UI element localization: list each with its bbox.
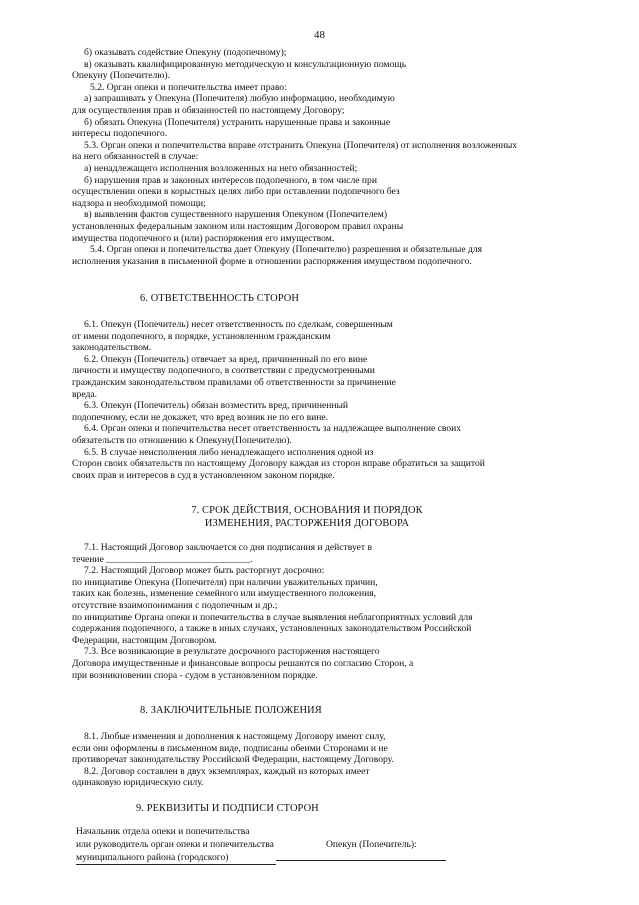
section-7-line: по инициативе Органа опеки и попечительства в случае выявления неблагоприятных условий для <box>72 611 473 623</box>
section-6-line: Сторон своих обязательств по настоящему Договору каждая из сторон вправе обратиться за защитой <box>72 458 485 470</box>
section-6-line: подопечному, если не докажет, что вред возник не по его вине. <box>72 411 329 423</box>
section-5-line: б) оказывать содействие Опекуну (подопечному); <box>84 47 287 58</box>
section-6-line: 6.4. Орган опеки и попечительства несет ответственность за надлежащее выполнение своих <box>84 423 462 435</box>
section-5-line: 5.3. Орган опеки и попечительства вправе отстранить Опекуна (Попечителя) от исполнения возложенных <box>84 139 518 151</box>
section-7-heading-wrap <box>72 505 542 530</box>
page-number: 48 <box>314 29 325 41</box>
section-5-line: исполнения указания в письменной форме в отношении распоряжения имуществом подопечного. <box>72 255 472 267</box>
section-6-line: гражданским законодательством правилами об ответственности за причинение <box>72 376 396 388</box>
section-6-line: обязательств по отношению к Опекуну(Попечителю). <box>72 434 292 446</box>
section-8-heading: 8. ЗАКЛЮЧИТЕЛЬНЫЕ ПОЛОЖЕНИЯ <box>140 705 322 716</box>
section-5-line: а) ненадлежащего исполнения возложенных на него обязанностей; <box>84 162 358 174</box>
section-6-heading: 6. ОТВЕТСТВЕННОСТЬ СТОРОН <box>140 293 299 304</box>
section-5-line: интересы подопечного. <box>72 128 168 140</box>
signature-left-line1: Начальник отдела опеки и попечительства <box>76 826 250 837</box>
section-8-line: если они оформлены в письменном виде, подписаны обеими Сторонами и не <box>72 742 388 754</box>
section-5-continued <box>72 47 578 267</box>
section-8-body <box>72 731 578 789</box>
section-5-line: осуществлении опеки в корыстных целях либо при оставлении подопечного без <box>72 186 400 198</box>
section-6-line: своих прав и интересов в суд в установленном законом порядке. <box>72 469 335 481</box>
section-7-body <box>72 542 578 681</box>
section-7-line: при возникновении спора - судом в установленном порядке. <box>72 669 318 681</box>
section-9-heading: 9. РЕКВИЗИТЫ И ПОДПИСИ СТОРОН <box>136 803 319 814</box>
section-5-line: а) запрашивать у Опекуна (Попечителя) любую информацию, необходимую <box>84 93 395 105</box>
section-9-heading-wrap <box>70 803 576 816</box>
section-7-line: 7.2. Настоящий Договор может быть расторгнут досрочно: <box>84 565 325 577</box>
section-5-line: надзора и необходимой помощи; <box>72 197 206 209</box>
section-5-line: для осуществления прав и обязанностей по настоящему Договору; <box>72 104 345 116</box>
signature-left-underline <box>76 864 276 865</box>
section-5-line: б) обязать Опекуна (Попечителя) устранить нарушенные права и законные <box>84 116 391 128</box>
section-8-line: противоречат законодательству Российской Федерации, настоящему Договору. <box>72 754 394 766</box>
section-5-line: 5.4. Орган опеки и попечительства дает Опекуну (Попечителю) разрешения и обязательные для <box>90 244 483 256</box>
section-6-line: вреда. <box>72 388 97 400</box>
section-6-line: 6.2. Опекун (Попечитель) отвечает за вред, причиненный по его вине <box>84 353 368 365</box>
section-7-line: отсутствие взаимопонимания с подопечным и др.; <box>72 599 278 611</box>
section-7-line: Договора имущественные и финансовые вопросы решаются по согласию Сторон, а <box>72 657 414 669</box>
signature-right-label: Опекун (Попечитель): <box>326 839 417 850</box>
section-6-body <box>72 319 578 481</box>
section-5-line: установленных федеральным законом или настоящим Договором правил охраны <box>72 220 404 232</box>
section-7-line: 7.3. Все возникающие в результате досрочного расторжения настоящего <box>84 646 380 658</box>
section-5-line: на него обязанностей в случае: <box>72 151 199 163</box>
section-6-line: 6.5. В случае неисполнения либо ненадлежащего исполнения одной из <box>84 446 374 458</box>
signature-left-line3: муниципального района (городского) <box>76 852 229 863</box>
section-6-line: законодательством. <box>72 342 152 354</box>
section-7-heading-line1: 7. СРОК ДЕЙСТВИЯ, ОСНОВАНИЯ И ПОРЯДОК <box>191 505 423 516</box>
section-8-heading-wrap <box>70 705 576 718</box>
section-5-line: Опекуну (Попечителю). <box>72 70 171 82</box>
section-6-line: личности и имуществу подопечного, в соответствии с предусмотренными <box>72 365 375 377</box>
section-7-line: 7.1. Настоящий Договор заключается со дня подписания и действует в <box>84 542 372 553</box>
section-7-line: Федерации, настоящим Договором. <box>72 634 217 646</box>
section-6-line: 6.1. Опекун (Попечитель) несет ответственность по сделкам, совершенным <box>84 319 393 330</box>
section-8-line: 8.2. Договор составлен в двух экземплярах, каждый из которых имеет <box>84 765 370 777</box>
section-8-line: 8.1. Любые изменения и дополнения к настоящему Договору имеют силу, <box>84 731 386 742</box>
section-7-line: содержания подопечного, а также в иных случаях, установленных законодательством Российской <box>72 623 472 635</box>
section-5-line: имущества подопечного и (или) распоряжения его имуществом. <box>72 232 335 244</box>
section-6-line: от имени подопечного, в порядке, установленном гражданским <box>72 330 331 342</box>
section-5-line: 5.2. Орган опеки и попечительства имеет право: <box>90 81 287 93</box>
section-5-line: в) выявления фактов существенного нарушения Опекуном (Попечителем) <box>84 209 388 221</box>
section-5-line: в) оказывать квалифицированную методическую и консультационную помощь <box>84 58 407 70</box>
section-7-line: течение ______________________________. <box>72 553 253 565</box>
section-7-heading-line2: ИЗМЕНЕНИЯ, РАСТОРЖЕНИЯ ДОГОВОРА <box>204 517 410 529</box>
section-5-line: б) нарушения прав и законных интересов подопечного, в том числе при <box>84 174 377 186</box>
section-6-line: 6.3. Опекун (Попечитель) обязан возместить вред, причиненный <box>84 400 349 412</box>
signature-left-line2: или руководитель орган опеки и попечительства <box>76 839 274 850</box>
section-7-line: таких как болезнь, изменение семейного или имущественного положения, <box>72 588 377 600</box>
section-7-line: по инициативе Опекуна (Попечителя) при наличии уважительных причин, <box>72 576 378 588</box>
section-6-heading-wrap <box>70 293 576 306</box>
signature-right-underline <box>276 860 446 861</box>
section-8-line: одинаковую юридическую силу. <box>72 777 204 789</box>
